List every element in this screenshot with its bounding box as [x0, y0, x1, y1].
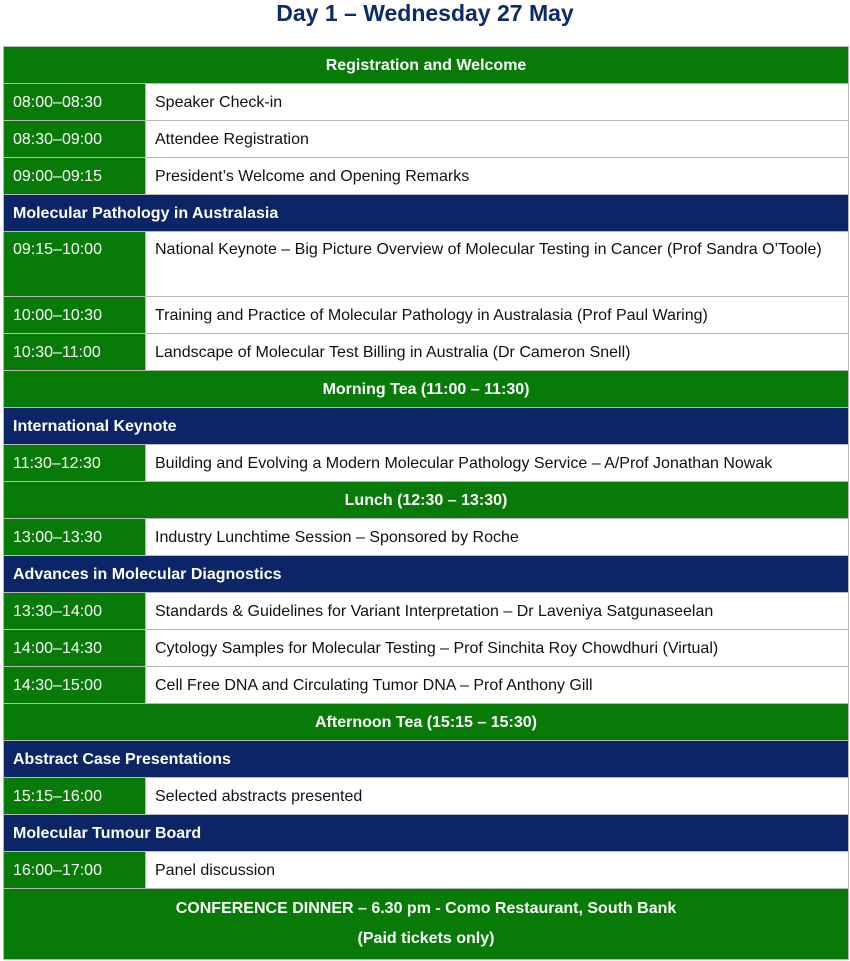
schedule-row	[4, 593, 849, 630]
session-title: Landscape of Molecular Test Billing in Australia (Dr Cameron Snell)	[146, 334, 849, 371]
schedule-row	[4, 667, 849, 704]
section-header-text: Abstract Case Presentations	[4, 741, 849, 778]
session-title: Building and Evolving a Modern Molecular Pathology Service – A/Prof Jonathan Nowak	[146, 445, 849, 482]
session-title: Speaker Check-in	[146, 84, 849, 121]
page-title: Day 1 – Wednesday 27 May	[276, 0, 574, 26]
section-header-text: Advances in Molecular Diagnostics	[4, 556, 849, 593]
session-title: Panel discussion	[146, 852, 849, 889]
time-slot: 13:30–14:00	[4, 593, 146, 630]
section-header-text: Molecular Tumour Board	[4, 815, 849, 852]
section-banner-afternoon-tea	[4, 704, 849, 741]
time-slot: 08:00–08:30	[4, 84, 146, 121]
time-slot: 15:15–16:00	[4, 778, 146, 815]
session-title: Cell Free DNA and Circulating Tumor DNA – Prof Anthony Gill	[146, 667, 849, 704]
section-header-international-keynote	[4, 408, 849, 445]
section-header-advances	[4, 556, 849, 593]
time-slot: 11:30–12:30	[4, 445, 146, 482]
section-banner-morning-tea	[4, 371, 849, 408]
banner-text: Lunch (12:30 – 13:30)	[4, 482, 849, 519]
session-title: Industry Lunchtime Session – Sponsored by Roche	[146, 519, 849, 556]
session-title: Cytology Samples for Molecular Testing – Prof Sinchita Roy Chowdhuri (Virtual)	[146, 630, 849, 667]
section-header-text: Molecular Pathology in Australasia	[4, 195, 849, 232]
dinner-cell	[4, 889, 849, 960]
schedule-row	[4, 84, 849, 121]
time-slot: 14:30–15:00	[4, 667, 146, 704]
dinner-title: CONFERENCE DINNER – 6.30 pm - Como Restaurant, South Bank	[175, 900, 677, 917]
section-banner-registration	[4, 47, 849, 84]
schedule-row	[4, 121, 849, 158]
section-banner-conference-dinner	[4, 889, 849, 960]
banner-text: Morning Tea (11:00 – 11:30)	[4, 371, 849, 408]
session-title: Training and Practice of Molecular Pathology in Australasia (Prof Paul Waring)	[146, 297, 849, 334]
time-slot: 10:00–10:30	[4, 297, 146, 334]
schedule-row	[4, 232, 849, 297]
schedule-row	[4, 630, 849, 667]
time-slot: 13:00–13:30	[4, 519, 146, 556]
time-slot: 09:15–10:00	[4, 232, 146, 297]
schedule-row	[4, 778, 849, 815]
session-title: President’s Welcome and Opening Remarks	[146, 158, 849, 195]
session-title: National Keynote – Big Picture Overview of Molecular Testing in Cancer (Prof Sandra O’Toole)	[146, 232, 849, 297]
section-banner-lunch	[4, 482, 849, 519]
section-header-molecular-pathology	[4, 195, 849, 232]
time-slot: 08:30–09:00	[4, 121, 146, 158]
section-header-text: International Keynote	[4, 408, 849, 445]
schedule-row	[4, 445, 849, 482]
session-title: Standards & Guidelines for Variant Interpretation – Dr Laveniya Satgunaseelan	[146, 593, 849, 630]
dinner-note: (Paid tickets only)	[357, 930, 495, 947]
banner-text: Afternoon Tea (15:15 – 15:30)	[4, 704, 849, 741]
schedule-table	[3, 46, 849, 960]
session-title: Attendee Registration	[146, 121, 849, 158]
time-slot: 10:30–11:00	[4, 334, 146, 371]
schedule-row	[4, 334, 849, 371]
schedule-row	[4, 852, 849, 889]
schedule-row	[4, 519, 849, 556]
session-title: Selected abstracts presented	[146, 778, 849, 815]
schedule-row	[4, 297, 849, 334]
section-header-abstract-case	[4, 741, 849, 778]
banner-text: Registration and Welcome	[4, 47, 849, 84]
schedule-row	[4, 158, 849, 195]
section-header-tumour-board	[4, 815, 849, 852]
time-slot: 16:00–17:00	[4, 852, 146, 889]
time-slot: 09:00–09:15	[4, 158, 146, 195]
time-slot: 14:00–14:30	[4, 630, 146, 667]
